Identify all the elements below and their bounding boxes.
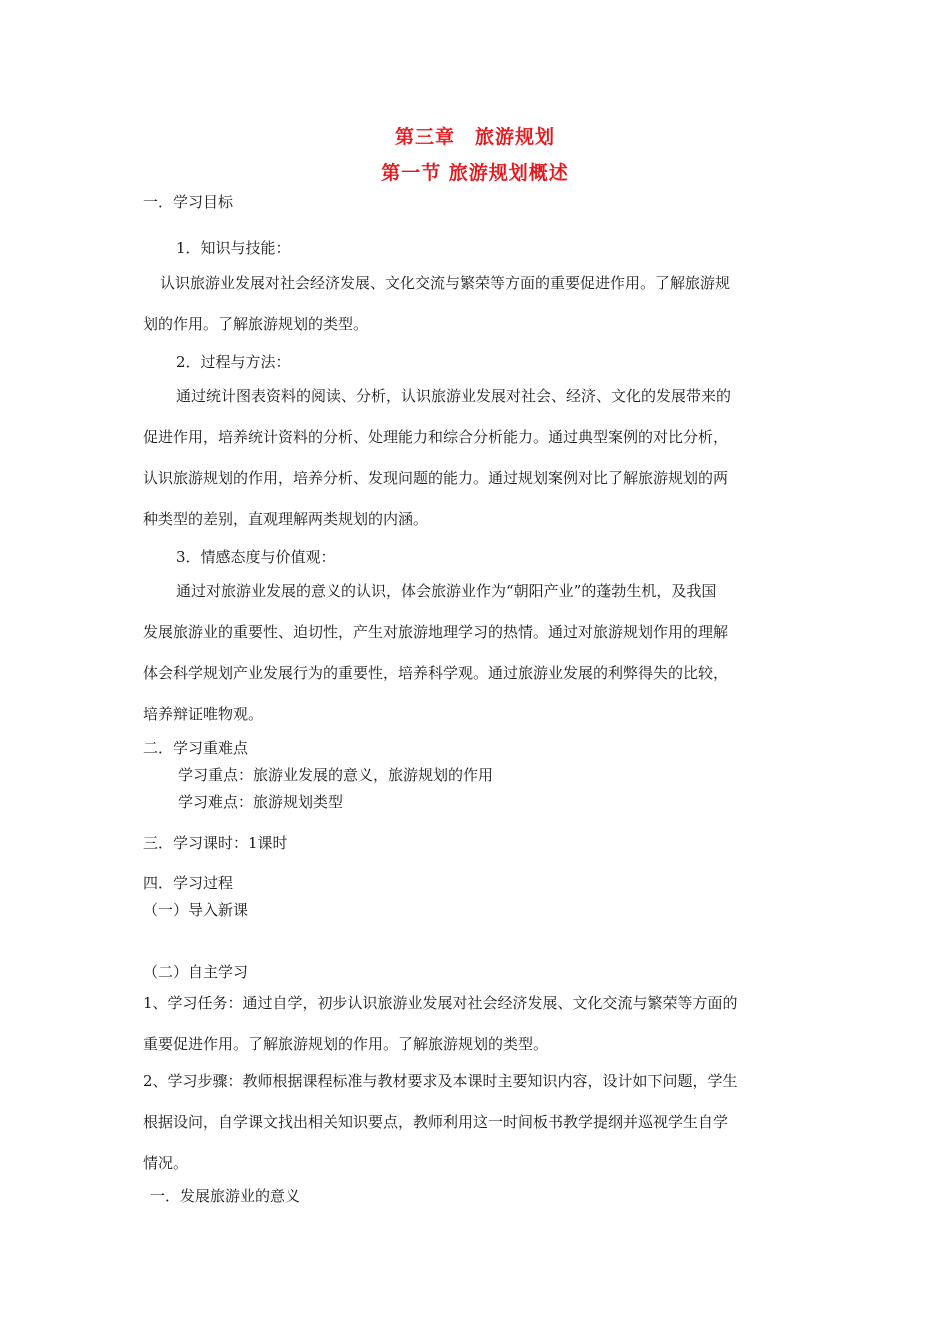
intro-heading: （一）导入新课: [143, 901, 249, 919]
key-points-heading: 二．学习重难点: [143, 739, 249, 757]
process-text-line: 种类型的差别，直观理解两类规划的内涵。: [143, 510, 429, 528]
section-title: 第一节 旅游规划概述: [381, 162, 569, 184]
chapter-title: 第三章 旅游规划: [394, 126, 555, 148]
steps-text-line: 2、学习步骤：教师根据课程标准与教材要求及本课时主要知识内容，设计如下问题，学生: [143, 1072, 738, 1090]
key-difficulty: 学习难点：旅游规划类型: [178, 793, 344, 811]
emotion-text-line: 体会科学规划产业发展行为的重要性，培养科学观。通过旅游业发展的利弊得失的比较，: [143, 664, 729, 682]
process-text-line: 促进作用，培养统计资料的分析、处理能力和综合分析能力。通过典型案例的对比分析，: [143, 428, 729, 446]
knowledge-text-line: 划的作用。了解旅游规划的类型。: [143, 315, 369, 333]
emotion-text-line: 培养辩证唯物观。: [143, 705, 264, 723]
process-method-heading: 2．过程与方法：: [176, 353, 291, 371]
knowledge-heading: 1．知识与技能：: [176, 239, 291, 257]
process-heading: 四．学习过程: [143, 874, 234, 892]
emotion-heading: 3．情感态度与价值观：: [176, 548, 336, 566]
task-text-line: 重要促进作用。了解旅游规划的作用。了解旅游规划的类型。: [143, 1035, 549, 1053]
class-hours: 三．学习课时：1课时: [143, 834, 288, 852]
key-focus: 学习重点：旅游业发展的意义，旅游规划的作用: [178, 766, 494, 784]
process-text-line: 认识旅游规划的作用，培养分析、发现问题的能力。通过规划案例对比了解旅游规划的两: [143, 469, 729, 487]
steps-text-line: 情况。: [143, 1154, 189, 1172]
process-text-line: 通过统计图表资料的阅读、分析，认识旅游业发展对社会、经济、文化的发展带来的: [176, 387, 732, 405]
emotion-text-line: 通过对旅游业发展的意义的认识，体会旅游业作为“朝阳产业”的蓬勃生机，及我国: [176, 582, 717, 600]
emotion-text-line: 发展旅游业的重要性、迫切性，产生对旅游地理学习的热情。通过对旅游规划作用的理解: [143, 623, 729, 641]
knowledge-text-line: 认识旅游业发展对社会经济发展、文化交流与繁荣等方面的重要促进作用。了解旅游规: [160, 274, 731, 292]
significance-heading: 一．发展旅游业的意义: [150, 1187, 301, 1205]
self-study-heading: （二）自主学习: [143, 963, 249, 981]
steps-text-line: 根据设问，自学课文找出相关知识要点，教师利用这一时间板书教学提纲并巡视学生自学: [143, 1113, 729, 1131]
task-text-line: 1、学习任务：通过自学，初步认识旅游业发展对社会经济发展、文化交流与繁荣等方面的: [143, 994, 738, 1012]
goals-heading: 一．学习目标: [143, 193, 234, 211]
